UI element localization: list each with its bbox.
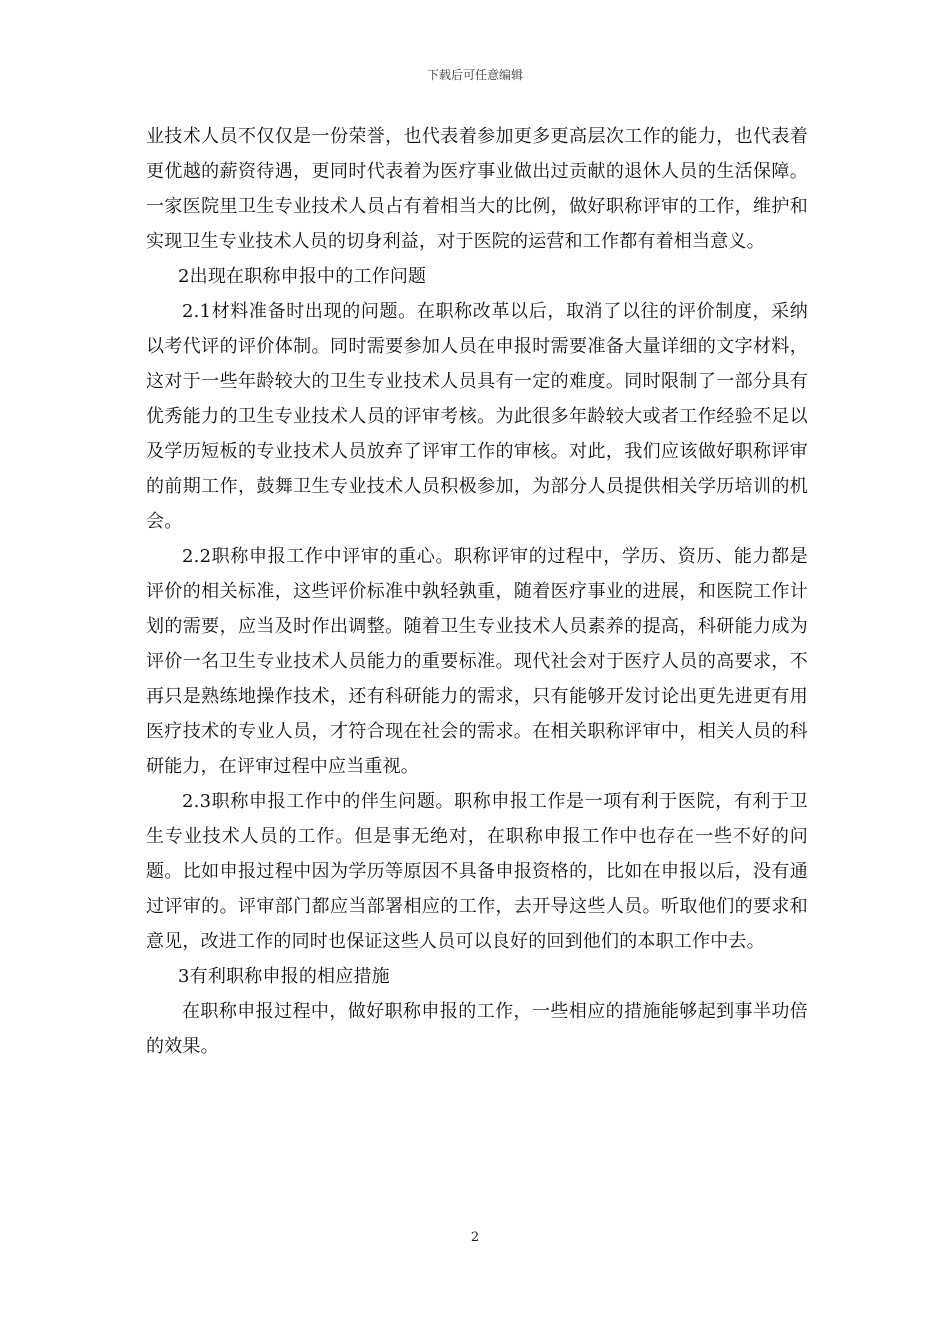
paragraph-continuation: 业技术人员不仅仅是一份荣誉，也代表着参加更多更高层次工作的能力，也代表着更优越的薪资待遇，更同时代表着为医疗事业做出过贡献的退休人员的生活保障。一家医院里卫生专业技术人员占有着相当大的比例，做好职称评审的工作，维护和实现卫生专业技术人员的切身利益，对于医院的运营和工作都有着相当意义。 bbox=[146, 126, 808, 252]
paragraph-2-1: 2.1材料准备时出现的问题。在职称改革以后，取消了以往的评价制度，采纳以考代评的评价体制。同时需要参加人员在申报时需要准备大量详细的文字材料，这对于一些年龄较大的卫生专业技术人员具有一定的难度。同时限制了一部分具有优秀能力的卫生专业技术人员的评审考核。为此很多年龄较大或者工作经验不足以及学历短板的专业技术人员放弃了评审工作的审核。对此，我们应该做好职称评审的前期工作，鼓舞卫生专业技术人员积极参加，为部分人员提供相关学历培训的机会。 bbox=[146, 301, 808, 532]
section-heading-2: 2出现在职称申报中的工作问题 bbox=[178, 266, 427, 287]
paragraph-3-intro: 在职称申报过程中，做好职称申报的工作，一些相应的措施能够起到事半功倍的效果。 bbox=[146, 1001, 808, 1057]
page-header: 下载后可任意编辑 bbox=[426, 68, 523, 82]
section-heading-3: 3有利职称申报的相应措施 bbox=[178, 966, 390, 987]
page-number: 2 bbox=[470, 1230, 480, 1245]
paragraph-2-2: 2.2职称申报工作中评审的重心。职称评审的过程中，学历、资历、能力都是评价的相关标准，这些评价标准中孰轻孰重，随着医疗事业的进展，和医院工作计划的需要，应当及时作出调整。随着卫生专业技术人员素养的提高，科研能力成为评价一名卫生专业技术人员能力的重要标准。现代社会对于医疗人员的高要求，不再只是熟练地操作技术，还有科研能力的需求，只有能够开发讨论出更先进更有用医疗技术的专业人员，才符合现在社会的需求。在相关职称评审中，相关人员的科研能力，在评审过程中应当重视。 bbox=[146, 546, 808, 777]
document-body bbox=[146, 119, 808, 1064]
paragraph-2-3: 2.3职称申报工作中的伴生问题。职称申报工作是一项有利于医院，有利于卫生专业技术人员的工作。但是事无绝对，在职称申报工作中也存在一些不好的问题。比如申报过程中因为学历等原因不具备申报资格的，比如在申报以后，没有通过评审的。评审部门都应当部署相应的工作，去开导这些人员。听取他们的要求和意见，改进工作的同时也保证这些人员可以良好的回到他们的本职工作中去。 bbox=[146, 791, 808, 952]
